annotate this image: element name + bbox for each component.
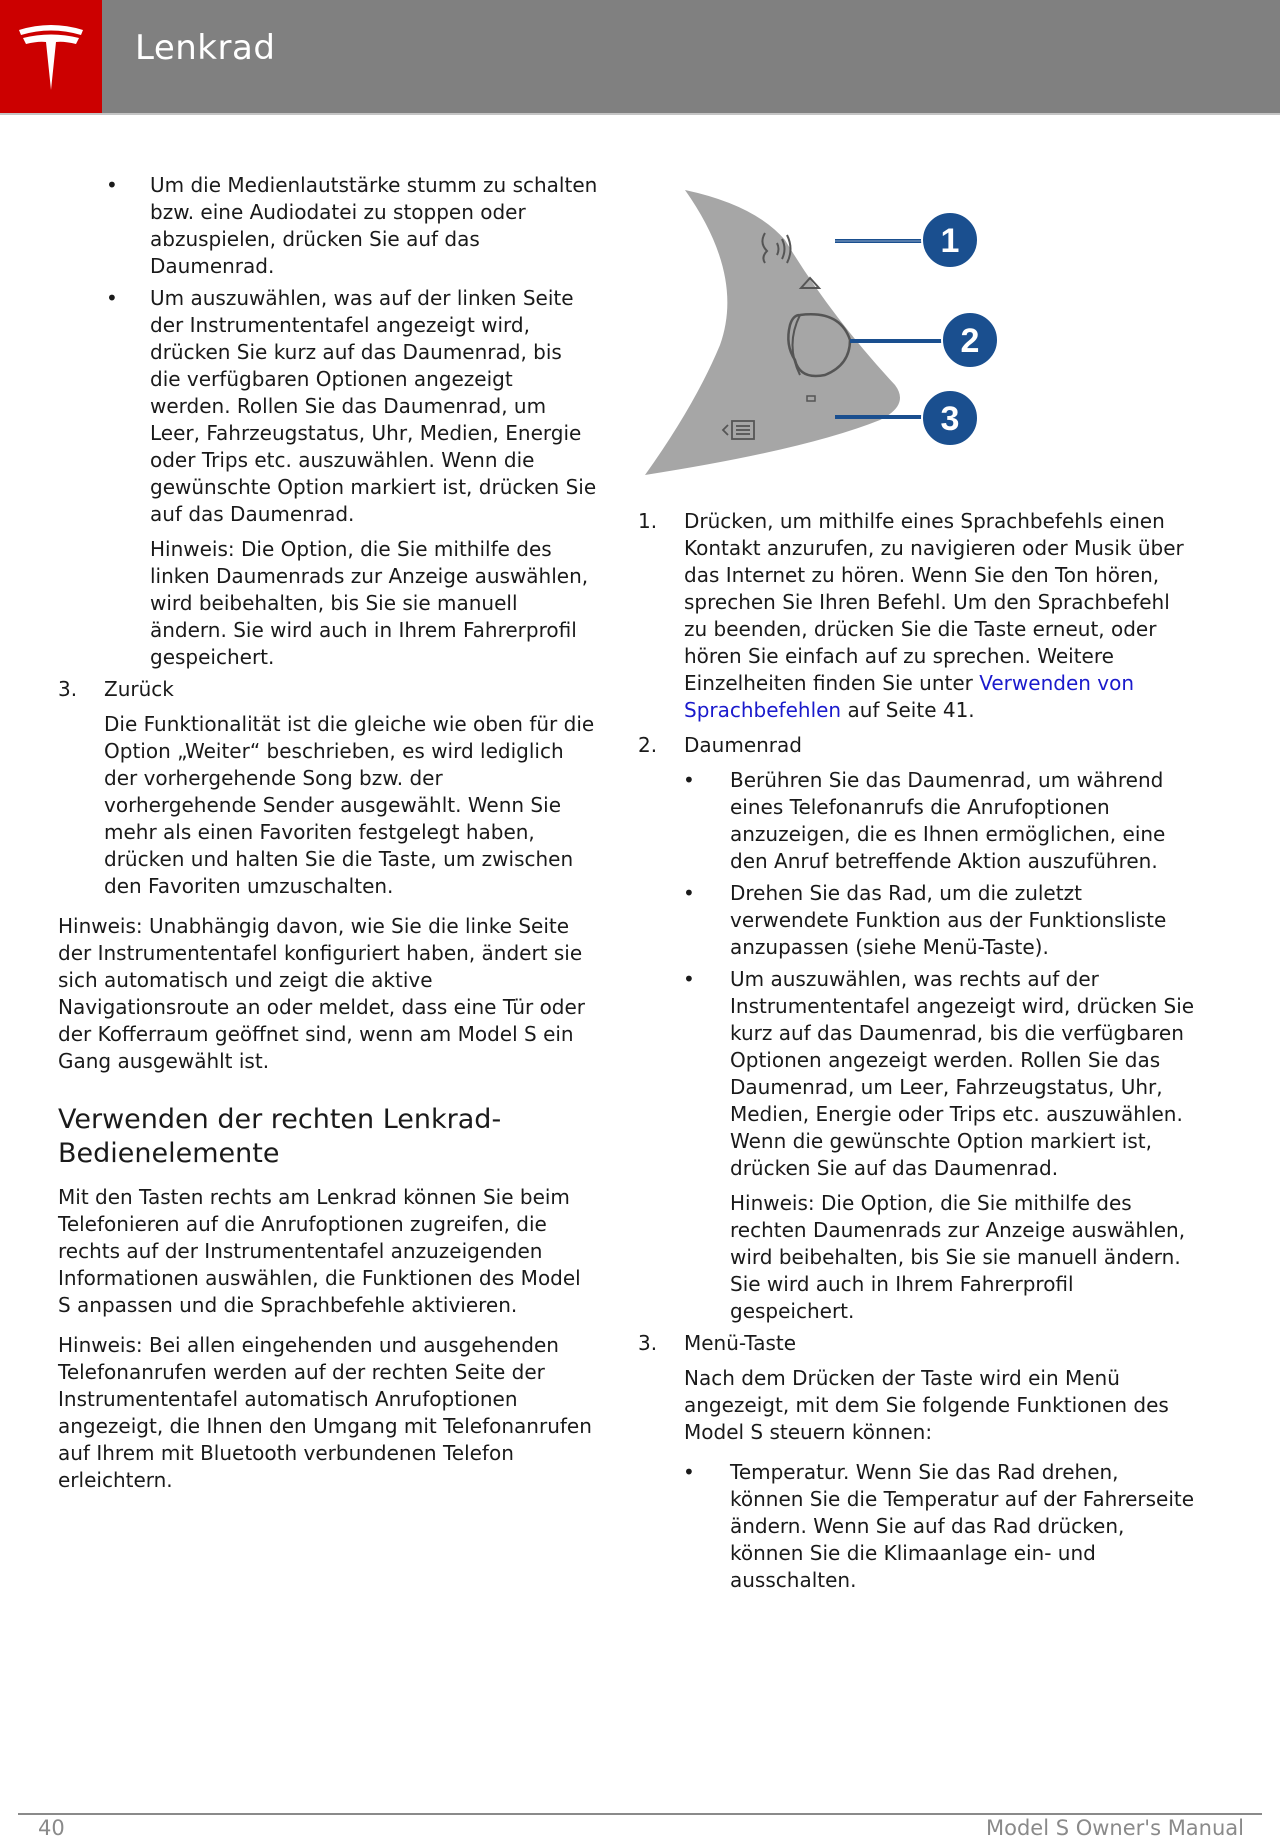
bullet-icon: • xyxy=(683,1460,695,1484)
right-column xyxy=(638,508,1198,1599)
item-title: Menü-Taste xyxy=(684,1331,797,1355)
control-panel-shape xyxy=(645,190,900,475)
bullet-text: Um die Medienlautstärke stumm zu schalten bzw. eine Audiodatei zu stoppen oder abzuspielen, drücken Sie auf das Daumenrad. xyxy=(150,173,598,278)
left-column xyxy=(58,172,598,1507)
tesla-logo-icon xyxy=(16,22,86,92)
list-item xyxy=(638,767,1198,875)
list-item xyxy=(0,172,598,280)
section-note: Hinweis: Bei allen eingehenden und ausgehenden Telefonanrufen werden auf der rechten Seite der Instrumententafel automatisch Anrufoptionen angezeigt, die Ihnen den Umgang mit Telefonanrufen auf Ihrem mit Bluetooth verbundenen Telefon erleichtern. xyxy=(58,1333,592,1492)
callout-2 xyxy=(942,312,998,368)
numbered-item-3 xyxy=(58,676,598,703)
item-body-tail: auf Seite 41. xyxy=(841,698,975,722)
callout-3 xyxy=(922,390,978,446)
note-text: Hinweis: Die Option, die Sie mithilfe des linken Daumenrads zur Anzeige auswählen, wird beibehalten, bis Sie sie manuell ändern. Sie wird auch in Ihrem Fahrerprofil gespeichert. xyxy=(150,537,589,669)
list-item xyxy=(638,966,1198,1182)
bullet-icon: • xyxy=(106,286,118,310)
bullet-text: Temperatur. Wenn Sie das Rad drehen, können Sie die Temperatur auf der Fahrerseite ändern. Wenn Sie auf das Rad drücken, können Sie die Klimaanlage ein- und ausschalten. xyxy=(730,1460,1195,1592)
item-number: 1. xyxy=(638,509,658,533)
section-heading: Verwenden der rechten Lenkrad-Bedienelemente xyxy=(58,1104,502,1169)
svg-text:3: 3 xyxy=(940,400,960,438)
item-title: Daumenrad xyxy=(684,733,802,757)
manual-title: Model S Owner's Manual xyxy=(986,1816,1244,1840)
list-item xyxy=(0,285,598,528)
item-body: Drücken, um mithilfe eines Sprachbefehls einen Kontakt anzurufen, zu navigieren oder Musik über das Internet zu hören. Wenn Sie den Ton hören, sprechen Sie Ihren Befehl. Um den Sprachbefehl zu beenden, drücken Sie die Taste erneut, oder hören Sie einfach auf zu sprechen. Weitere Einzelheiten finden Sie unter xyxy=(684,509,1184,695)
list-item xyxy=(638,1459,1198,1594)
voice-commands-link[interactable]: Verwenden von Sprachbefehlen xyxy=(684,671,1135,722)
page-header xyxy=(0,0,1280,115)
item-number: 3. xyxy=(58,677,78,701)
bullet-icon: • xyxy=(683,967,695,991)
brand-logo-box xyxy=(0,0,102,113)
note-text: Hinweis: Die Option, die Sie mithilfe des rechten Daumenrads zur Anzeige auswählen, wird beibehalten, bis Sie sie manuell ändern. Sie wird auch in Ihrem Fahrerprofil gespeichert. xyxy=(730,1191,1186,1323)
steering-controls-diagram xyxy=(635,185,1005,485)
svg-text:2: 2 xyxy=(960,322,980,360)
numbered-item-3 xyxy=(638,1330,1198,1357)
note-text: Hinweis: Unabhängig davon, wie Sie die linke Seite der Instrumententafel konfiguriert haben, ändert sie sich automatisch und zeigt die aktive Navigationsroute an oder meldet, dass eine Tür oder der Kofferraum geöffnet sind, wenn am Model S ein Gang ausgewählt ist. xyxy=(58,914,586,1073)
bullet-icon: • xyxy=(683,768,695,792)
numbered-item-2 xyxy=(638,732,1198,759)
page-title: Lenkrad xyxy=(135,28,276,68)
bullet-text: Berühren Sie das Daumenrad, um während eines Telefonanrufs die Anrufoptionen anzuzeigen, die es Ihnen ermöglichen, eine den Anruf betreffende Aktion auszuführen. xyxy=(730,768,1166,873)
bullet-text: Um auszuwählen, was auf der linken Seite der Instrumententafel angezeigt wird, drücken Sie kurz auf das Daumenrad, bis die verfügbaren Optionen angezeigt werden. Rollen Sie das Daumenrad, um Leer, Fahrzeugstatus, Uhr, Medien, Energie oder Trips etc. auszuwählen. Wenn die gewünschte Option markiert ist, drücken Sie auf das Daumenrad. xyxy=(150,286,597,526)
item-number: 3. xyxy=(638,1331,658,1355)
item-number: 2. xyxy=(638,733,658,757)
item-title: Zurück xyxy=(104,677,174,701)
callout-1 xyxy=(922,212,978,268)
section-intro: Mit den Tasten rechts am Lenkrad können Sie beim Telefonieren auf die Anrufoptionen zugreifen, die rechts auf der Instrumententafel anzuzeigenden Informationen auswählen, die Funktionen des Model S anpassen und die Sprachbefehle aktivieren. xyxy=(58,1185,581,1317)
bullet-text: Drehen Sie das Rad, um die zuletzt verwendete Funktion aus der Funktionsliste anzupassen (siehe Menü-Taste). xyxy=(730,881,1167,959)
item-body: Nach dem Drücken der Taste wird ein Menü angezeigt, mit dem Sie folgende Funktionen des Model S steuern können: xyxy=(684,1366,1169,1444)
list-item xyxy=(638,880,1198,961)
item-body: Die Funktionalität ist die gleiche wie oben für die Option „Weiter“ beschrieben, es wird lediglich der vorhergehende Song bzw. der vorhergehende Sender ausgewählt. Wenn Sie mehr als einen Favoriten festgelegt haben, drücken und halten Sie die Taste, um zwischen den Favoriten umzuschalten. xyxy=(104,712,595,898)
page-number: 40 xyxy=(38,1816,65,1840)
numbered-item-1 xyxy=(638,508,1198,724)
bullet-icon: • xyxy=(683,881,695,905)
svg-text:1: 1 xyxy=(940,222,960,260)
bullet-icon: • xyxy=(106,173,118,197)
bullet-text: Um auszuwählen, was rechts auf der Instrumententafel angezeigt wird, drücken Sie kurz auf das Daumenrad, bis die verfügbaren Optionen angezeigt werden. Rollen Sie das Daumenrad, um Leer, Fahrzeugstatus, Uhr, Medien, Energie oder Trips etc. auszuwählen. Wenn die gewünschte Option markiert ist, drücken Sie auf das Daumenrad. xyxy=(730,967,1195,1180)
footer-divider xyxy=(18,1813,1262,1815)
